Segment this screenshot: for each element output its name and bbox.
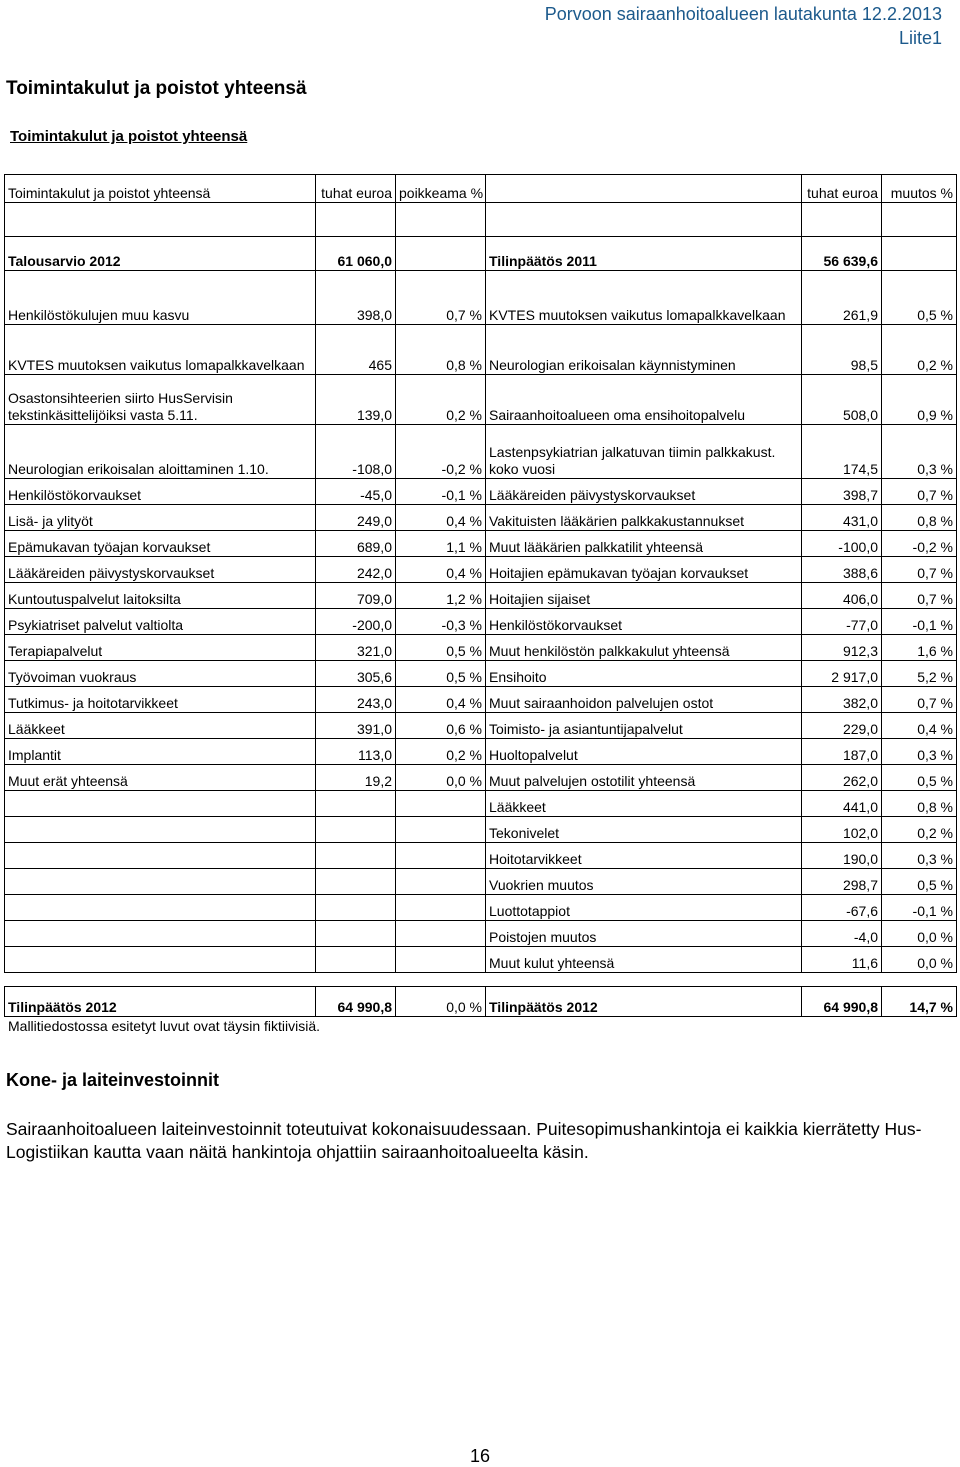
row-left-pct: 0,4 % bbox=[396, 687, 486, 713]
header-pct-left: poikkeama % bbox=[396, 175, 486, 203]
row-right-label: Vuokrien muutos bbox=[486, 869, 802, 895]
row-left-value bbox=[316, 895, 396, 921]
row-left-pct bbox=[396, 791, 486, 817]
row-right-value: -67,6 bbox=[802, 895, 882, 921]
row-right-value: 382,0 bbox=[802, 687, 882, 713]
row-right-value: -4,0 bbox=[802, 921, 882, 947]
row-right-label: Toimisto- ja asiantuntijapalvelut bbox=[486, 713, 802, 739]
table-empty-row bbox=[5, 203, 957, 237]
row-right-pct: 0,7 % bbox=[882, 479, 957, 505]
row-left-value: 689,0 bbox=[316, 531, 396, 557]
row-right-value: 441,0 bbox=[802, 791, 882, 817]
row-left-label bbox=[5, 895, 316, 921]
prior-year-value: 56 639,6 bbox=[802, 237, 882, 271]
table-row bbox=[5, 765, 957, 791]
row-left-pct: 0,2 % bbox=[396, 375, 486, 425]
table-row bbox=[5, 739, 957, 765]
table-row bbox=[5, 895, 957, 921]
row-left-value: 398,0 bbox=[316, 271, 396, 325]
table-row bbox=[5, 687, 957, 713]
row-right-label: Muut lääkärien palkkatilit yhteensä bbox=[486, 531, 802, 557]
section-title: Toimintakulut ja poistot yhteensä bbox=[6, 78, 307, 99]
row-right-label: Muut palvelujen ostotilit yhteensä bbox=[486, 765, 802, 791]
table-row bbox=[5, 375, 957, 425]
row-left-pct: -0,3 % bbox=[396, 609, 486, 635]
row-left-value: 249,0 bbox=[316, 505, 396, 531]
row-right-value: -100,0 bbox=[802, 531, 882, 557]
row-right-pct: 1,6 % bbox=[882, 635, 957, 661]
row-left-pct bbox=[396, 895, 486, 921]
row-right-value: 229,0 bbox=[802, 713, 882, 739]
page-number: 16 bbox=[469, 1446, 491, 1466]
attachment-label: Liite1 bbox=[898, 28, 942, 48]
total-left-value: 64 990,8 bbox=[316, 987, 396, 1017]
row-right-label: Luottotappiot bbox=[486, 895, 802, 921]
row-left-value: 139,0 bbox=[316, 375, 396, 425]
row-left-value bbox=[316, 947, 396, 973]
row-left-pct: 0,4 % bbox=[396, 505, 486, 531]
row-right-label: Hoitotarvikkeet bbox=[486, 843, 802, 869]
row-right-value: -77,0 bbox=[802, 609, 882, 635]
row-left-pct bbox=[396, 869, 486, 895]
row-right-label: Muut henkilöstön palkkakulut yhteensä bbox=[486, 635, 802, 661]
row-left-value: 465 bbox=[316, 325, 396, 375]
row-right-pct: 0,7 % bbox=[882, 583, 957, 609]
table-row bbox=[5, 661, 957, 687]
row-left-pct: 1,2 % bbox=[396, 583, 486, 609]
row-left-label: Lääkäreiden päivystyskorvaukset bbox=[5, 557, 316, 583]
row-left-label: Muut erät yhteensä bbox=[5, 765, 316, 791]
row-right-pct: 0,8 % bbox=[882, 791, 957, 817]
row-right-label: Huoltopalvelut bbox=[486, 739, 802, 765]
row-left-label bbox=[5, 869, 316, 895]
row-right-pct: 0,8 % bbox=[882, 505, 957, 531]
row-right-value: 98,5 bbox=[802, 325, 882, 375]
cost-table bbox=[4, 174, 957, 1017]
row-right-pct: 0,4 % bbox=[882, 713, 957, 739]
header-empty bbox=[486, 175, 802, 203]
row-left-label: Henkilöstökorvaukset bbox=[5, 479, 316, 505]
total-left-pct: 0,0 % bbox=[396, 987, 486, 1017]
row-left-pct: 0,5 % bbox=[396, 635, 486, 661]
row-left-label: Implantit bbox=[5, 739, 316, 765]
row-right-pct: 0,2 % bbox=[882, 325, 957, 375]
table-row bbox=[5, 583, 957, 609]
row-left-value bbox=[316, 843, 396, 869]
row-right-value: 912,3 bbox=[802, 635, 882, 661]
row-right-label: KVTES muutoksen vaikutus lomapalkkavelkaan bbox=[486, 271, 802, 325]
row-right-label: Lääkkeet bbox=[486, 791, 802, 817]
row-left-label: Tutkimus- ja hoitotarvikkeet bbox=[5, 687, 316, 713]
row-left-pct: 0,7 % bbox=[396, 271, 486, 325]
row-right-label: Sairaanhoitoalueen oma ensihoitopalvelu bbox=[486, 375, 802, 425]
total-left-label: Tilinpäätös 2012 bbox=[5, 987, 316, 1017]
row-left-label bbox=[5, 947, 316, 973]
row-right-label: Henkilöstökorvaukset bbox=[486, 609, 802, 635]
table-row bbox=[5, 921, 957, 947]
row-right-label: Tekonivelet bbox=[486, 817, 802, 843]
row-left-label: Terapiapalvelut bbox=[5, 635, 316, 661]
total-right-value: 64 990,8 bbox=[802, 987, 882, 1017]
row-left-label: Työvoiman vuokraus bbox=[5, 661, 316, 687]
row-left-pct: -0,1 % bbox=[396, 479, 486, 505]
row-right-label: Hoitajien sijaiset bbox=[486, 583, 802, 609]
investments-title: Kone- ja laiteinvestoinnit bbox=[6, 1070, 220, 1090]
row-left-label: Neurologian erikoisalan aloittaminen 1.10. bbox=[5, 425, 316, 479]
row-left-value: 391,0 bbox=[316, 713, 396, 739]
total-right-label: Tilinpäätös 2012 bbox=[486, 987, 802, 1017]
prior-year-label: Tilinpäätös 2011 bbox=[486, 237, 802, 271]
row-left-value: -45,0 bbox=[316, 479, 396, 505]
row-left-value: 19,2 bbox=[316, 765, 396, 791]
row-right-label: Vakituisten lääkärien palkkakustannukset bbox=[486, 505, 802, 531]
document-header-title: Porvoon sairaanhoitoalueen lautakunta 12.2.2013 bbox=[544, 4, 942, 24]
row-left-pct bbox=[396, 921, 486, 947]
row-right-value: 190,0 bbox=[802, 843, 882, 869]
row-left-pct bbox=[396, 817, 486, 843]
row-right-value: 102,0 bbox=[802, 817, 882, 843]
row-left-value: 113,0 bbox=[316, 739, 396, 765]
investments-text: Sairaanhoitoalueen laiteinvestoinnit toteutuivat kokonaisuudessaan. Puitesopimushankintoja ei kaikkia kierrätetty Hus-Logistiikan kautta vaan näitä hankintoja ohjattiin sairaanhoitoalueelta käsin. bbox=[6, 1119, 922, 1162]
row-left-pct: 0,4 % bbox=[396, 557, 486, 583]
row-right-pct: 0,2 % bbox=[882, 817, 957, 843]
row-right-value: 431,0 bbox=[802, 505, 882, 531]
row-left-value: 709,0 bbox=[316, 583, 396, 609]
table-row bbox=[5, 609, 957, 635]
row-right-pct: 0,5 % bbox=[882, 869, 957, 895]
row-left-value bbox=[316, 869, 396, 895]
row-left-value bbox=[316, 921, 396, 947]
table-row bbox=[5, 947, 957, 973]
budget-value: 61 060,0 bbox=[316, 237, 396, 271]
row-left-value: 242,0 bbox=[316, 557, 396, 583]
table-row bbox=[5, 843, 957, 869]
row-left-label bbox=[5, 817, 316, 843]
header-value-left: tuhat euroa bbox=[316, 175, 396, 203]
row-left-pct: 1,1 % bbox=[396, 531, 486, 557]
row-left-value: 321,0 bbox=[316, 635, 396, 661]
header-value-right: tuhat euroa bbox=[802, 175, 882, 203]
row-left-pct bbox=[396, 843, 486, 869]
row-left-label: Kuntoutuspalvelut laitoksilta bbox=[5, 583, 316, 609]
row-right-value: 298,7 bbox=[802, 869, 882, 895]
row-right-value: 406,0 bbox=[802, 583, 882, 609]
row-right-pct: 0,9 % bbox=[882, 375, 957, 425]
row-left-label bbox=[5, 843, 316, 869]
budget-row bbox=[5, 237, 957, 271]
row-left-value bbox=[316, 791, 396, 817]
row-left-label: Epämukavan työajan korvaukset bbox=[5, 531, 316, 557]
row-right-pct: 0,7 % bbox=[882, 557, 957, 583]
table-row bbox=[5, 869, 957, 895]
table-row bbox=[5, 635, 957, 661]
row-right-pct: 0,3 % bbox=[882, 843, 957, 869]
row-left-value: -108,0 bbox=[316, 425, 396, 479]
table-row bbox=[5, 713, 957, 739]
row-left-pct: 0,0 % bbox=[396, 765, 486, 791]
row-right-pct: 0,3 % bbox=[882, 425, 957, 479]
row-right-pct: 0,7 % bbox=[882, 687, 957, 713]
header-label: Toimintakulut ja poistot yhteensä bbox=[5, 175, 316, 203]
row-right-value: 262,0 bbox=[802, 765, 882, 791]
table-header-row bbox=[5, 175, 957, 203]
table-row bbox=[5, 557, 957, 583]
row-right-pct: 0,0 % bbox=[882, 921, 957, 947]
row-right-value: 187,0 bbox=[802, 739, 882, 765]
row-right-pct: -0,1 % bbox=[882, 895, 957, 921]
row-right-pct: 5,2 % bbox=[882, 661, 957, 687]
row-left-value: 305,6 bbox=[316, 661, 396, 687]
row-right-label: Lääkäreiden päivystyskorvaukset bbox=[486, 479, 802, 505]
row-right-pct: -0,2 % bbox=[882, 531, 957, 557]
table-row bbox=[5, 479, 957, 505]
table-row bbox=[5, 817, 957, 843]
row-right-label: Poistojen muutos bbox=[486, 921, 802, 947]
row-left-label bbox=[5, 791, 316, 817]
disclaimer-note: Mallitiedostossa esitetyt luvut ovat täysin fiktiivisiä. bbox=[8, 1018, 321, 1034]
row-right-pct: 0,5 % bbox=[882, 765, 957, 791]
row-right-label: Ensihoito bbox=[486, 661, 802, 687]
row-left-label: Henkilöstökulujen muu kasvu bbox=[5, 271, 316, 325]
total-row bbox=[5, 987, 957, 1017]
row-right-value: 398,7 bbox=[802, 479, 882, 505]
row-left-pct: 0,5 % bbox=[396, 661, 486, 687]
row-right-value: 2 917,0 bbox=[802, 661, 882, 687]
row-left-pct: -0,2 % bbox=[396, 425, 486, 479]
table-row bbox=[5, 505, 957, 531]
row-left-pct: 0,2 % bbox=[396, 739, 486, 765]
row-right-label: Neurologian erikoisalan käynnistyminen bbox=[486, 325, 802, 375]
row-right-value: 388,6 bbox=[802, 557, 882, 583]
row-right-label: Muut kulut yhteensä bbox=[486, 947, 802, 973]
row-right-label: Lastenpsykiatrian jalkatuvan tiimin palkkakust. koko vuosi bbox=[486, 425, 802, 479]
row-left-label: KVTES muutoksen vaikutus lomapalkkavelkaan bbox=[5, 325, 316, 375]
row-right-pct: 0,0 % bbox=[882, 947, 957, 973]
row-left-value: 243,0 bbox=[316, 687, 396, 713]
row-right-value: 261,9 bbox=[802, 271, 882, 325]
row-right-value: 11,6 bbox=[802, 947, 882, 973]
table-row bbox=[5, 425, 957, 479]
table-row bbox=[5, 325, 957, 375]
table-row bbox=[5, 791, 957, 817]
row-right-value: 508,0 bbox=[802, 375, 882, 425]
row-left-label: Osastonsihteerien siirto HusServisin tekstinkäsittelijöiksi vasta 5.11. bbox=[5, 375, 316, 425]
row-right-pct: -0,1 % bbox=[882, 609, 957, 635]
row-right-label: Hoitajien epämukavan työajan korvaukset bbox=[486, 557, 802, 583]
table-row bbox=[5, 271, 957, 325]
row-left-label: Psykiatriset palvelut valtiolta bbox=[5, 609, 316, 635]
row-left-label: Lääkkeet bbox=[5, 713, 316, 739]
budget-label: Talousarvio 2012 bbox=[5, 237, 316, 271]
table-gap-row bbox=[5, 973, 957, 987]
row-left-pct bbox=[396, 947, 486, 973]
row-left-pct: 0,6 % bbox=[396, 713, 486, 739]
table-row bbox=[5, 531, 957, 557]
total-right-pct: 14,7 % bbox=[882, 987, 957, 1017]
row-left-value bbox=[316, 817, 396, 843]
row-left-value: -200,0 bbox=[316, 609, 396, 635]
row-left-label bbox=[5, 921, 316, 947]
row-right-pct: 0,3 % bbox=[882, 739, 957, 765]
header-pct-right: muutos % bbox=[882, 175, 957, 203]
row-right-value: 174,5 bbox=[802, 425, 882, 479]
row-right-label: Muut sairaanhoidon palvelujen ostot bbox=[486, 687, 802, 713]
row-right-pct: 0,5 % bbox=[882, 271, 957, 325]
table-title: Toimintakulut ja poistot yhteensä bbox=[10, 128, 248, 145]
row-left-label: Lisä- ja ylityöt bbox=[5, 505, 316, 531]
row-left-pct: 0,8 % bbox=[396, 325, 486, 375]
